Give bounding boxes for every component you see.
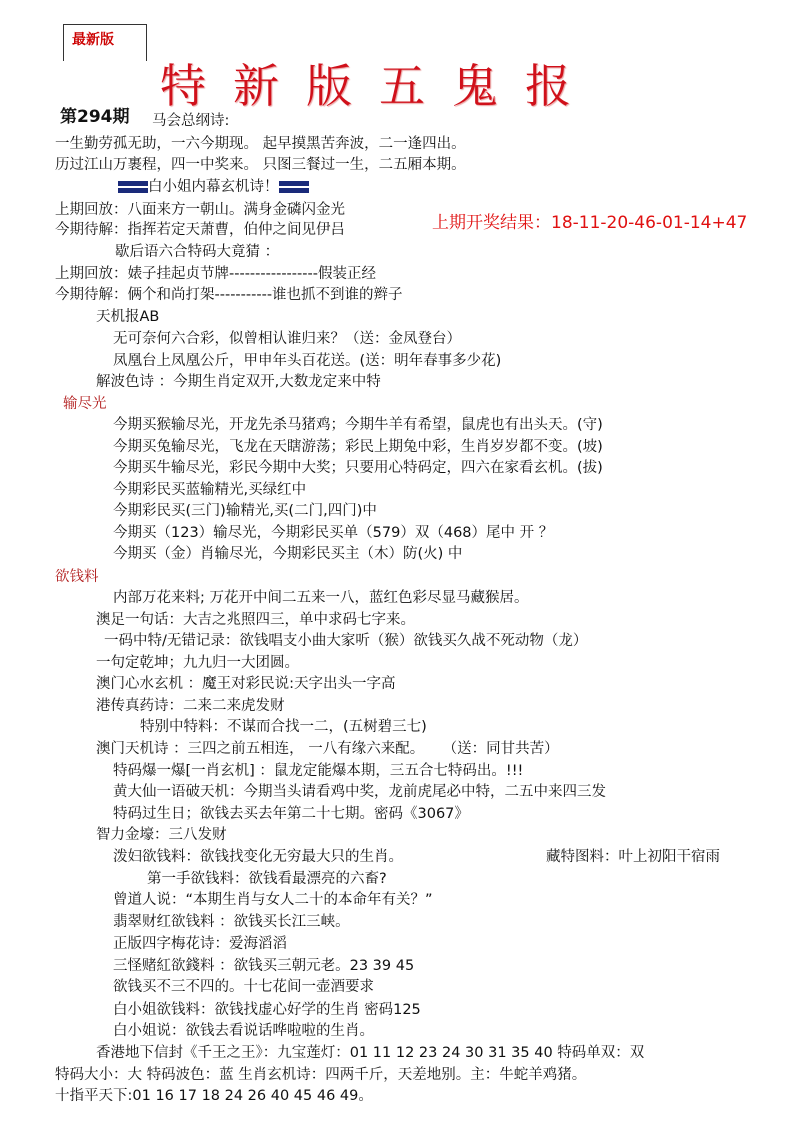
text-line: 一句定乾坤；九九归一大团圆。 bbox=[96, 655, 299, 671]
text-line: 一生勤劳孤无助，一六今期现。 起早摸黑苦奔波，二一逢四出。 bbox=[55, 136, 466, 152]
text-line: 澳门心水玄机 ：魔王对彩民说:天字出头一字高 bbox=[96, 676, 396, 692]
text-line: 泼妇欲钱料：欲钱找变化无穷最大只的生肖。 bbox=[113, 849, 403, 865]
bai-heading-text: 白小姐内幕玄机诗！ bbox=[148, 179, 279, 195]
bai-heading bbox=[118, 177, 309, 197]
text-line: 今期彩民买蓝输精光,买绿红中 bbox=[113, 482, 307, 498]
text-line: 一码中特/无错记录：欲钱唱支小曲大家听（猴）欲钱买久战不死动物（龙） bbox=[104, 633, 588, 649]
text-line: 上期回放：八面来方一朝山。满身金磷闪金光 bbox=[55, 202, 345, 218]
text-line: 上期回放：婊子挂起贞节牌-----------------假装正经 bbox=[55, 266, 376, 282]
text-line: 白小姐欲钱料：欲钱找虚心好学的生肖 密码125 bbox=[113, 1002, 421, 1018]
text-line: 解波色诗 ：今期生肖定双开,大数龙定来中特 bbox=[96, 374, 381, 390]
bars-icon bbox=[279, 181, 309, 193]
text-line: 白小姐说：欲钱去看说话哗啦啦的生肖。 bbox=[113, 1023, 374, 1039]
text-line: 今期彩民买(三门)输精光,买(二门,四门)中 bbox=[113, 503, 377, 519]
text-line: 三怪赌紅欲錢料 ：欲钱买三朝元老。23 39 45 bbox=[113, 958, 415, 974]
issue-number: 第294期 bbox=[60, 107, 130, 127]
text-line: 曾道人说：“本期生肖与女人二十的本命年有关？” bbox=[113, 892, 433, 908]
section-heading: 输尽光 bbox=[63, 396, 107, 412]
text-line: 澳足一句话：大吉之兆照四三，单中求码七字来。 bbox=[96, 612, 415, 628]
text-line: 今期买猴输尽光，开龙先杀马猪鸡；今期牛羊有希望，鼠虎也有出头天。(守) bbox=[113, 417, 603, 433]
text-line: 香港地下信封《千王之王》：九宝莲灯：01 11 12 23 24 30 31 35 40 特码单双：双 bbox=[96, 1045, 645, 1061]
text-line: 翡翠财红欲钱料 ：欲钱买长江三峡。 bbox=[113, 914, 350, 930]
text-line: 藏特图料：叶上初阳干宿雨 bbox=[546, 849, 720, 865]
text-line: 今期买牛输尽光，彩民今期中大奖；只要用心特码定，四六在家看玄机。(拔) bbox=[113, 460, 603, 476]
text-line: 内部万花来料; 万花开中间二五来一八，蓝红色彩尽显马藏猴居。 bbox=[113, 590, 529, 606]
text-line: 天机报AB bbox=[96, 309, 160, 325]
text-line: 澳门天机诗 ：三四之前五相连， 一八有缘六来配。 （送：同甘共苦） bbox=[96, 741, 559, 757]
text-line: 今期买兔输尽光，飞龙在天瞎游荡；彩民上期兔中彩，生肖岁岁都不变。(坡) bbox=[113, 439, 603, 455]
text-line: 歇后语六合特码大竟猜 ： bbox=[115, 244, 280, 260]
bars-icon bbox=[118, 181, 148, 193]
text-line: 特别中特料：不谋而合找一二，(五树碧三七) bbox=[140, 719, 427, 735]
text-line: 凤凰台上凤凰公斤，甲申年头百花送。(送：明年春事多少花) bbox=[113, 353, 502, 369]
text-line: 十指平天下:01 16 17 18 24 26 40 45 46 49。 bbox=[55, 1088, 373, 1104]
text-line: 特码大小：大 特码波色：蓝 生肖玄机诗：四两千斤，天差地别。主：牛蛇羊鸡猪。 bbox=[55, 1067, 587, 1083]
poem-heading: 马会总纲诗: bbox=[152, 113, 230, 129]
text-line: 历过江山万裹程，四一中奖来。 只图三餐过一生，二五厢本期。 bbox=[55, 157, 466, 173]
text-line: 特码爆一爆[一肖玄机] ：鼠龙定能爆本期，三五合七特码出。!!! bbox=[113, 763, 524, 779]
text-line: 欲钱买不三不四的。十七花间一壶酒要求 bbox=[113, 979, 374, 995]
text-line: 今期待解：指挥若定天萧曹，伯仲之间见伊吕 bbox=[55, 222, 345, 238]
text-line: 今期买（123）输尽光，今期彩民买单（579）双（468）尾中 开 ？ bbox=[113, 525, 554, 541]
last-draw-result: 上期开奖结果：18-11-20-46-01-14+47 bbox=[432, 213, 748, 233]
text-line: 特码过生日；欲钱去买去年第二十七期。密码《3067》 bbox=[113, 806, 469, 822]
text-line: 黄大仙一语破天机：今期当头请看鸡中奖，龙前虎尾必中特，二五中来四三发 bbox=[113, 784, 606, 800]
section-heading: 欲钱料 bbox=[55, 569, 99, 585]
badge-label: 最新版 bbox=[72, 32, 114, 48]
text-line: 第一手欲钱料：欲钱看最漂亮的六畜? bbox=[147, 871, 387, 887]
text-line: 无可奈何六合彩，似曾相认谁归来？（送：金凤登台） bbox=[113, 331, 461, 347]
text-line: 今期待解：俩个和尚打架-----------谁也抓不到谁的辫子 bbox=[55, 287, 403, 303]
text-line: 正版四字梅花诗：爱海滔滔 bbox=[113, 936, 287, 952]
text-line: 今期买（金）肖输尽光，今期彩民买主（木）防(火) 中 bbox=[113, 546, 463, 562]
latest-edition-badge bbox=[63, 24, 147, 61]
page-title: 特新版五鬼报 bbox=[160, 59, 598, 113]
text-line: 港传真药诗：二来二来虎发财 bbox=[96, 698, 285, 714]
text-line: 智力金壕：三八发财 bbox=[96, 827, 227, 843]
